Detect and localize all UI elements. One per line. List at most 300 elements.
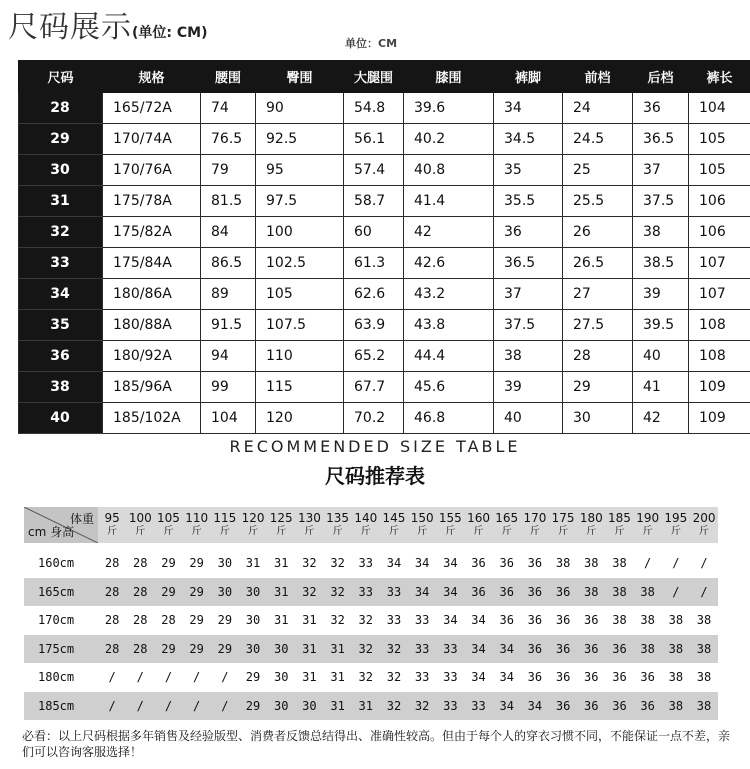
recommended-size-cell: 31 [358, 698, 373, 713]
measure-cell: 36 [494, 217, 563, 248]
measure-cell: 46.8 [404, 403, 494, 434]
column-header: 膝围 [404, 61, 494, 93]
height-cell: 185cm [38, 698, 75, 713]
recommended-size-cell: 29 [189, 556, 204, 570]
weight-header [549, 507, 577, 543]
weight-header [126, 507, 154, 543]
measure-cell: 79 [201, 155, 256, 186]
measure-cell: 63.9 [344, 310, 404, 341]
weight-unit: 斤 [614, 526, 625, 537]
measure-cell: 37.5 [633, 186, 689, 217]
measure-cell: 43.2 [404, 279, 494, 310]
weight-unit: 斤 [163, 526, 174, 537]
recommended-size-cell: 36 [499, 556, 514, 570]
recommended-size-cell: 31 [302, 670, 317, 685]
column-header: 裤长 [689, 61, 750, 93]
measure-cell: 102.5 [256, 248, 344, 279]
weight-header [436, 507, 464, 543]
recommended-size-cell: 33 [414, 613, 430, 628]
recommended-size-cell: 38 [668, 670, 684, 685]
column-header: 臀围 [256, 61, 344, 93]
recommended-size-cell: 36 [640, 698, 655, 713]
measure-cell: 42.6 [404, 248, 494, 279]
measure-cell: 105 [256, 279, 344, 310]
weight-header [577, 507, 605, 543]
column-header: 后档 [633, 61, 689, 93]
weight-header [408, 507, 436, 543]
measure-cell: 76.5 [201, 124, 256, 155]
weight-value: 180 [579, 511, 603, 525]
weight-unit: 斤 [304, 526, 315, 537]
size-cell: 36 [19, 341, 103, 372]
weight-value: 200 [692, 511, 716, 525]
recommended-size-cell: 36 [527, 556, 543, 570]
recommended-size-cell: / [108, 670, 116, 685]
table-row [24, 692, 718, 720]
recommended-size-cell: 30 [245, 584, 261, 599]
table-row [19, 310, 750, 341]
recommended-size-cell: 31 [273, 556, 289, 570]
measure-cell: 105 [689, 155, 750, 186]
recommended-size-cell: 34 [443, 556, 458, 570]
height-cell: 160cm [38, 556, 75, 570]
recommended-size-cell: 36 [555, 641, 571, 656]
measure-cell: 175/84A [103, 248, 201, 279]
recommended-size-cell: 34 [499, 670, 514, 685]
table-row [19, 217, 750, 248]
weight-value: 165 [495, 511, 519, 525]
table-row [19, 372, 750, 403]
weight-value: 95 [104, 511, 120, 525]
weight-unit: 斤 [670, 526, 681, 537]
recommended-size-cell: / [700, 556, 708, 570]
recommended-size-cell: 30 [245, 613, 261, 628]
size-cell: 35 [19, 310, 103, 341]
recommended-size-cell: 29 [161, 556, 176, 570]
measure-cell: 175/82A [103, 217, 201, 248]
recommended-size-cell: 32 [386, 698, 402, 713]
recommended-size-cell: 38 [696, 641, 712, 656]
corner-height-label: cm 身高 [28, 525, 75, 539]
recommended-size-cell: 33 [358, 584, 373, 599]
measure-cell: 110 [256, 341, 344, 372]
measure-cell: 170/76A [103, 155, 201, 186]
recommended-size-cell: 36 [471, 584, 486, 599]
recommended-size-cell: / [108, 698, 116, 713]
recommended-size-cell: 38 [696, 698, 712, 713]
measure-cell: 36.5 [494, 248, 563, 279]
weight-header [634, 507, 662, 543]
measure-cell: 108 [689, 310, 750, 341]
measure-cell: 81.5 [201, 186, 256, 217]
recommended-size-cell: 38 [555, 556, 571, 570]
recommend-title-en: RECOMMENDED SIZE TABLE [229, 437, 521, 456]
weight-unit: 斤 [501, 526, 512, 537]
size-table-header [19, 61, 750, 93]
recommended-size-cell: 30 [273, 641, 289, 656]
size-cell: 29 [19, 124, 103, 155]
recommended-size-cell: 34 [527, 698, 543, 713]
recommended-size-cell: 28 [133, 556, 148, 570]
footer-note: 必看：以上尺码根据多年销售及经验版型、消费者反馈总结得出、准确性较高。但由于每个人的穿衣习惯不同，不能保证一点不差，亲们可以咨询客服选择！ [22, 729, 731, 759]
measure-cell: 24 [563, 93, 633, 124]
recommended-size-cell: 29 [189, 584, 204, 599]
measure-cell: 107.5 [256, 310, 344, 341]
measure-cell: 38 [633, 217, 689, 248]
corner-weight-label: 体重 [69, 512, 94, 526]
table-row [19, 93, 750, 124]
recommended-size-cell: 36 [555, 613, 571, 628]
recommended-size-cell: 38 [612, 556, 627, 570]
recommend-header-row [24, 507, 718, 543]
weight-header [295, 507, 323, 543]
weight-header [352, 507, 380, 543]
recommended-size-cell: 30 [302, 698, 317, 713]
measure-cell: 36 [633, 93, 689, 124]
measure-cell: 115 [256, 372, 344, 403]
weight-unit: 斤 [219, 526, 230, 537]
recommended-size-cell: 28 [104, 641, 120, 656]
measure-cell: 65.2 [344, 341, 404, 372]
height-cell: 170cm [38, 613, 75, 628]
measure-cell: 26.5 [563, 248, 633, 279]
size-cell: 40 [19, 403, 103, 434]
table-row [19, 248, 750, 279]
recommended-size-cell: 38 [668, 698, 684, 713]
recommended-size-cell: / [221, 670, 229, 685]
recommended-size-cell: 32 [330, 556, 345, 570]
recommended-size-cell: 30 [217, 584, 233, 599]
size-cell: 32 [19, 217, 103, 248]
recommended-size-cell: 28 [133, 584, 148, 599]
measure-cell: 180/86A [103, 279, 201, 310]
title-text: 尺码展示 [8, 10, 132, 45]
weight-value: 130 [297, 511, 321, 525]
weight-unit: 斤 [276, 526, 287, 537]
recommended-size-cell: 34 [414, 584, 430, 599]
recommended-size-cell: 36 [612, 641, 627, 656]
measure-cell: 92.5 [256, 124, 344, 155]
recommended-size-cell: 28 [104, 613, 120, 628]
measure-cell: 62.6 [344, 279, 404, 310]
measure-cell: 165/72A [103, 93, 201, 124]
recommended-size-cell: 38 [696, 670, 712, 685]
measure-cell: 54.8 [344, 93, 404, 124]
recommended-size-cell: 29 [217, 641, 233, 656]
weight-header [211, 507, 239, 543]
recommended-size-cell: 36 [555, 670, 571, 685]
height-cell: 180cm [38, 670, 75, 685]
measure-cell: 37 [633, 155, 689, 186]
corner-cell [24, 507, 98, 543]
height-cell: 165cm [38, 584, 75, 599]
table-row [19, 186, 750, 217]
measure-cell: 40 [633, 341, 689, 372]
recommended-size-cell: 31 [302, 613, 317, 628]
recommended-size-cell: 36 [527, 641, 543, 656]
recommended-size-cell: 28 [104, 556, 120, 570]
measure-cell: 107 [689, 248, 750, 279]
page-title [8, 2, 207, 46]
measure-cell: 38 [494, 341, 563, 372]
measure-cell: 100 [256, 217, 344, 248]
measure-cell: 90 [256, 93, 344, 124]
table-row [19, 403, 750, 434]
recommended-size-cell: 38 [612, 584, 627, 599]
weight-value: 150 [410, 511, 434, 525]
recommended-size-cell: 33 [386, 584, 402, 599]
measure-cell: 91.5 [201, 310, 256, 341]
recommended-size-cell: 38 [584, 556, 599, 570]
weight-unit: 斤 [642, 526, 653, 537]
recommend-table [24, 507, 718, 720]
table-row [24, 663, 718, 691]
measure-cell: 39 [494, 372, 563, 403]
recommended-size-cell: 29 [161, 584, 176, 599]
size-cell: 33 [19, 248, 103, 279]
recommended-size-cell: 38 [668, 613, 684, 628]
recommended-size-cell: 34 [414, 556, 430, 570]
recommended-size-cell: 33 [358, 556, 373, 570]
recommended-size-cell: 32 [330, 613, 345, 628]
weight-header [521, 507, 549, 543]
weight-header [154, 507, 182, 543]
weight-header [183, 507, 211, 543]
table-row [19, 279, 750, 310]
recommended-size-cell: 36 [584, 670, 599, 685]
weight-value: 140 [354, 511, 378, 525]
recommended-size-cell: 34 [471, 613, 486, 628]
weight-header [662, 507, 690, 543]
weight-unit: 斤 [417, 526, 428, 537]
recommended-size-cell: 38 [640, 584, 655, 599]
weight-unit: 斤 [699, 526, 710, 537]
recommended-size-cell: / [672, 556, 680, 570]
measure-cell: 104 [201, 403, 256, 434]
table-row [24, 606, 718, 634]
recommended-size-cell: 29 [245, 698, 261, 713]
measure-cell: 70.2 [344, 403, 404, 434]
weight-value: 120 [241, 511, 265, 525]
weight-value: 100 [128, 511, 152, 525]
measure-cell: 39.6 [404, 93, 494, 124]
recommended-size-cell: 36 [527, 613, 543, 628]
recommended-size-cell: 31 [273, 584, 289, 599]
measure-cell: 108 [689, 341, 750, 372]
recommended-size-cell: / [193, 670, 201, 685]
measure-cell: 74 [201, 93, 256, 124]
recommended-size-cell: / [164, 698, 173, 713]
recommended-size-cell: 38 [696, 613, 712, 628]
recommended-size-cell: 32 [414, 698, 430, 713]
column-header: 规格 [103, 61, 201, 93]
weight-header [380, 507, 408, 543]
weight-value: 115 [213, 511, 237, 525]
measure-cell: 28 [563, 341, 633, 372]
measure-cell: 34.5 [494, 124, 563, 155]
recommended-size-cell: 32 [302, 584, 317, 599]
measure-cell: 38.5 [633, 248, 689, 279]
recommended-size-cell: 28 [133, 613, 148, 628]
measure-cell: 35 [494, 155, 563, 186]
measure-cell: 24.5 [563, 124, 633, 155]
recommended-size-cell: 29 [245, 670, 261, 685]
recommended-size-cell: 31 [330, 641, 345, 656]
recommended-size-cell: 34 [471, 641, 486, 656]
weight-value: 190 [636, 511, 660, 525]
weight-unit: 斤 [529, 526, 540, 537]
recommended-size-cell: 33 [443, 670, 458, 685]
measure-cell: 42 [633, 403, 689, 434]
measure-cell: 40.2 [404, 124, 494, 155]
column-header: 尺码 [19, 61, 103, 93]
weight-header [98, 507, 126, 543]
recommended-size-cell: 28 [133, 641, 148, 656]
recommended-size-cell: / [644, 556, 652, 570]
recommended-size-cell: / [193, 698, 201, 713]
weight-unit: 斤 [332, 526, 343, 537]
measure-cell: 25.5 [563, 186, 633, 217]
measure-cell: 107 [689, 279, 750, 310]
measure-cell: 180/88A [103, 310, 201, 341]
recommended-size-cell: 36 [499, 584, 514, 599]
recommended-size-cell: 38 [584, 584, 599, 599]
table-row [19, 124, 750, 155]
recommended-size-cell: 31 [302, 641, 317, 656]
measure-cell: 45.6 [404, 372, 494, 403]
recommended-size-cell: 31 [330, 670, 345, 685]
recommended-size-cell: 36 [584, 613, 599, 628]
measure-cell: 27.5 [563, 310, 633, 341]
weight-value: 155 [438, 511, 462, 525]
measure-cell: 104 [689, 93, 750, 124]
title-unit: (单位: CM) [132, 25, 208, 41]
recommended-size-cell: 36 [640, 670, 655, 685]
recommended-size-cell: 31 [245, 556, 261, 570]
recommended-size-cell: 32 [302, 556, 317, 570]
recommend-title-cn: 尺码推荐表 [325, 464, 425, 488]
measure-cell: 106 [689, 217, 750, 248]
measure-cell: 26 [563, 217, 633, 248]
size-cell: 31 [19, 186, 103, 217]
height-cell: 175cm [38, 641, 75, 656]
measure-cell: 109 [689, 403, 750, 434]
recommended-size-cell: 36 [612, 698, 627, 713]
measure-cell: 25 [563, 155, 633, 186]
measure-cell: 109 [689, 372, 750, 403]
recommended-size-cell: 33 [386, 613, 402, 628]
weight-value: 110 [185, 511, 209, 525]
recommended-size-cell: 29 [217, 613, 233, 628]
weight-header [464, 507, 492, 543]
table-row [19, 155, 750, 186]
size-cell: 38 [19, 372, 103, 403]
weight-value: 175 [551, 511, 575, 525]
measure-cell: 40 [494, 403, 563, 434]
measure-cell: 40.8 [404, 155, 494, 186]
column-header: 裤脚 [494, 61, 563, 93]
recommended-size-cell: 34 [499, 641, 514, 656]
measure-cell: 37.5 [494, 310, 563, 341]
measure-cell: 95 [256, 155, 344, 186]
weight-header [493, 507, 521, 543]
recommended-size-cell: 32 [358, 613, 373, 628]
weight-unit: 斤 [445, 526, 456, 537]
recommended-size-cell: / [136, 698, 144, 713]
weight-value: 160 [467, 511, 490, 525]
recommended-size-cell: 36 [555, 584, 571, 599]
weight-header [324, 507, 352, 543]
weight-unit: 斤 [248, 526, 259, 537]
recommended-size-cell: 34 [499, 698, 514, 713]
recommended-size-cell: 30 [217, 556, 233, 570]
measure-cell: 61.3 [344, 248, 404, 279]
recommended-size-cell: 31 [330, 698, 345, 713]
measure-cell: 37 [494, 279, 563, 310]
measure-cell: 41 [633, 372, 689, 403]
recommended-size-cell: 33 [414, 670, 430, 685]
measure-cell: 39 [633, 279, 689, 310]
table-row [24, 549, 718, 577]
measure-cell: 170/74A [103, 124, 201, 155]
recommended-size-cell: 33 [443, 641, 458, 656]
measure-cell: 105 [689, 124, 750, 155]
weight-value: 185 [608, 511, 631, 525]
measure-cell: 44.4 [404, 341, 494, 372]
recommended-size-cell: 28 [104, 584, 120, 599]
measure-cell: 97.5 [256, 186, 344, 217]
recommended-size-cell: 32 [358, 641, 373, 656]
weight-unit: 斤 [473, 526, 484, 537]
column-header: 大腿围 [344, 61, 404, 93]
weight-value: 170 [523, 511, 547, 525]
measure-cell: 180/92A [103, 341, 201, 372]
measure-cell: 94 [201, 341, 256, 372]
recommended-size-cell: 34 [386, 556, 402, 570]
measure-cell: 120 [256, 403, 344, 434]
recommended-size-cell: / [700, 584, 708, 599]
recommended-size-cell: 36 [612, 670, 627, 685]
recommended-size-cell: 36 [527, 584, 543, 599]
weight-unit: 斤 [558, 526, 569, 537]
column-header: 前档 [563, 61, 633, 93]
weight-value: 195 [664, 511, 688, 525]
weight-value: 105 [157, 511, 180, 525]
measure-cell: 175/78A [103, 186, 201, 217]
recommended-size-cell: 32 [358, 670, 373, 685]
column-header: 腰围 [201, 61, 256, 93]
weight-value: 125 [269, 511, 293, 525]
measure-cell: 185/96A [103, 372, 201, 403]
measure-cell: 29 [563, 372, 633, 403]
recommended-size-cell: 36 [584, 698, 599, 713]
size-chart-table [18, 60, 750, 434]
recommended-size-cell: 32 [386, 670, 402, 685]
recommended-size-cell: / [136, 670, 144, 685]
recommended-size-cell: 38 [640, 641, 655, 656]
recommended-size-cell: 34 [443, 584, 458, 599]
table-unit-label: 单位：CM [345, 37, 398, 50]
recommended-size-cell: 33 [414, 641, 430, 656]
recommended-size-cell: 32 [386, 641, 402, 656]
size-cell: 34 [19, 279, 103, 310]
recommended-size-cell: 32 [330, 584, 345, 599]
recommended-size-cell: / [164, 670, 173, 685]
weight-header [690, 507, 718, 543]
measure-cell: 30 [563, 403, 633, 434]
recommended-size-cell: 36 [584, 641, 599, 656]
weight-unit: 斤 [586, 526, 597, 537]
